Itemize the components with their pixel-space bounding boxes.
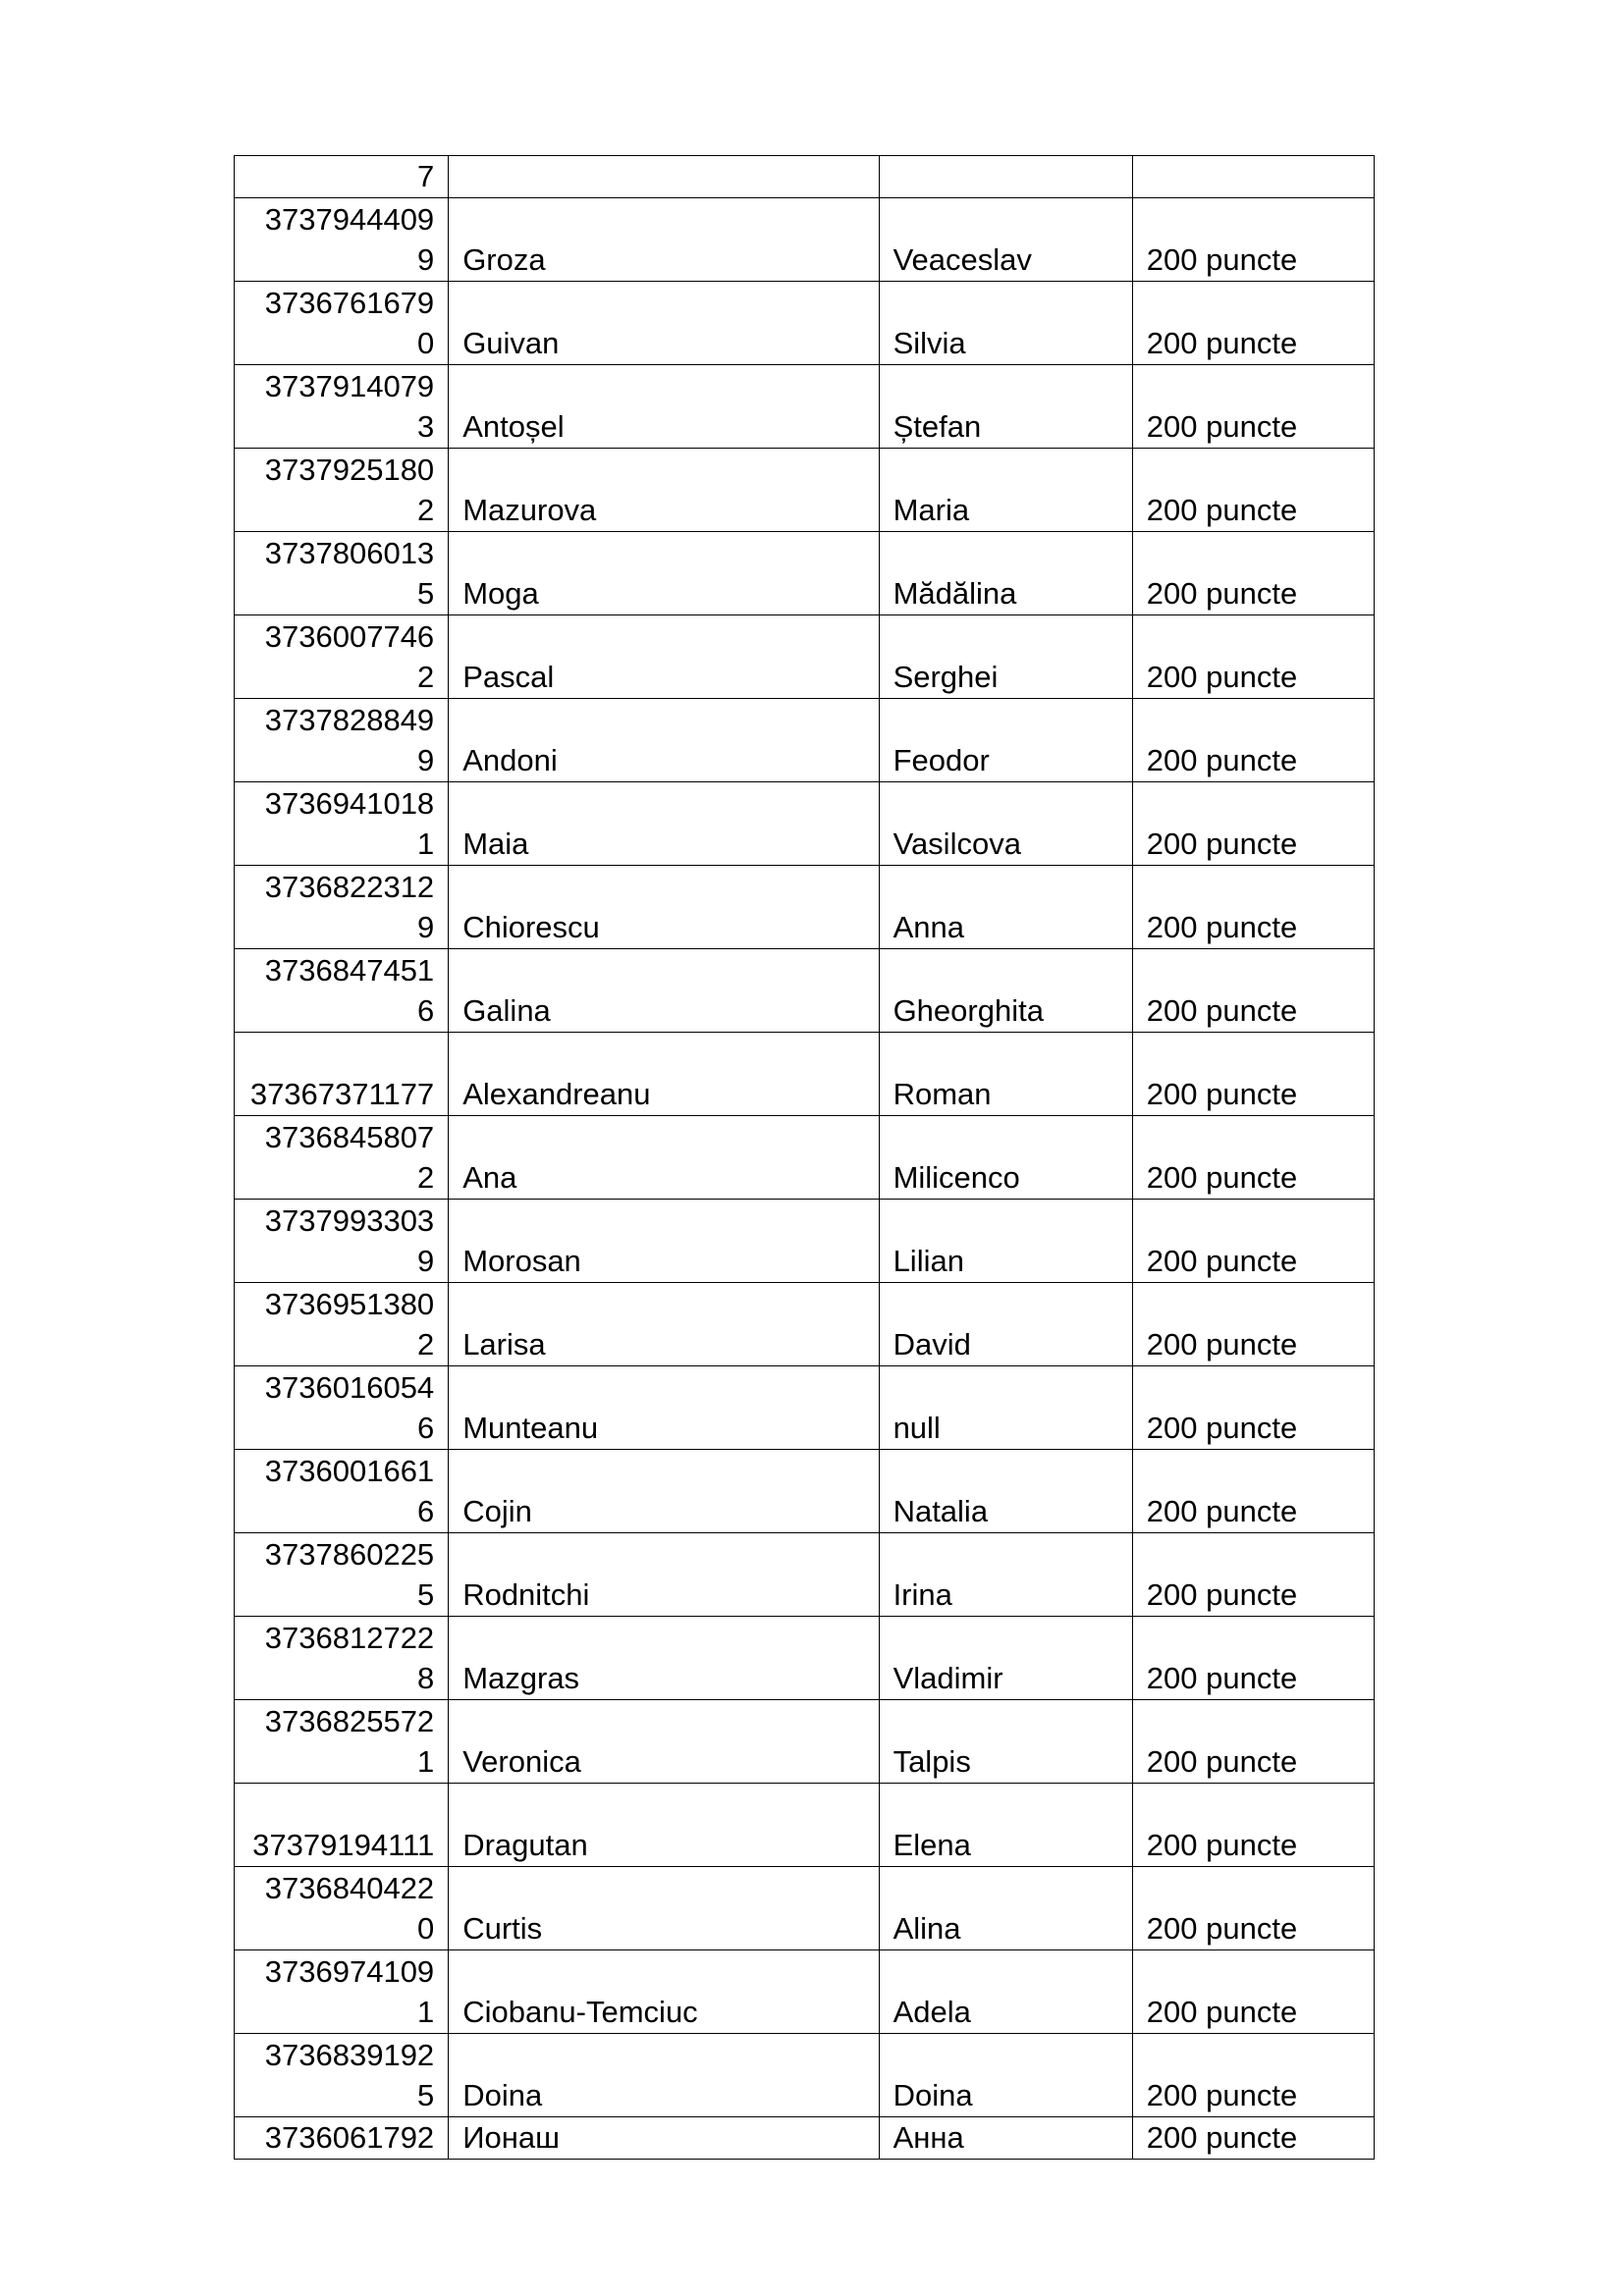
points-cell: 200 puncte (1132, 699, 1374, 782)
table-row (235, 1116, 1375, 1200)
last-name-cell: Groza (449, 198, 879, 282)
last-name-cell: Veronica (449, 1700, 879, 1784)
last-name-cell: Dragutan (449, 1784, 879, 1867)
points-cell: 200 puncte (1132, 1950, 1374, 2034)
last-name-cell: Munteanu (449, 1366, 879, 1450)
table-row (235, 532, 1375, 615)
table-row (235, 782, 1375, 866)
first-name-cell: Alina (879, 1867, 1132, 1950)
first-name-cell (879, 156, 1132, 198)
table-row (235, 198, 1375, 282)
last-name-cell: Antoșel (449, 365, 879, 449)
table-row (235, 615, 1375, 699)
last-name-cell: Andoni (449, 699, 879, 782)
table-row (235, 1617, 1375, 1700)
table-row (235, 1366, 1375, 1450)
points-cell: 200 puncte (1132, 1617, 1374, 1700)
last-name-cell: Doina (449, 2034, 879, 2117)
id-cell: 37368391925 (235, 2034, 449, 2117)
points-cell: 200 puncte (1132, 282, 1374, 365)
id-cell: 37368127228 (235, 1617, 449, 1700)
id-cell: 37378288499 (235, 699, 449, 782)
last-name-cell: Chiorescu (449, 866, 879, 949)
table-row (235, 1784, 1375, 1867)
points-cell: 200 puncte (1132, 198, 1374, 282)
first-name-cell: Adela (879, 1950, 1132, 2034)
table-row (235, 949, 1375, 1033)
first-name-cell: Mădălina (879, 532, 1132, 615)
last-name-cell (449, 156, 879, 198)
first-name-cell: Lilian (879, 1200, 1132, 1283)
id-cell: 37369741091 (235, 1950, 449, 2034)
table-row (235, 282, 1375, 365)
last-name-cell: Rodnitchi (449, 1533, 879, 1617)
points-cell: 200 puncte (1132, 1033, 1374, 1116)
first-name-cell: Feodor (879, 699, 1132, 782)
last-name-cell: Ионаш (449, 2117, 879, 2160)
id-cell: 37379444099 (235, 198, 449, 282)
points-cell: 200 puncte (1132, 1283, 1374, 1366)
id-cell: 37360077462 (235, 615, 449, 699)
table-body (235, 156, 1375, 2160)
first-name-cell: David (879, 1283, 1132, 1366)
table-row (235, 1033, 1375, 1116)
table-row (235, 1867, 1375, 1950)
first-name-cell: Natalia (879, 1450, 1132, 1533)
last-name-cell: Moga (449, 532, 879, 615)
points-cell: 200 puncte (1132, 1366, 1374, 1450)
id-cell: 37378602255 (235, 1533, 449, 1617)
last-name-cell: Curtis (449, 1867, 879, 1950)
points-cell: 200 puncte (1132, 1784, 1374, 1867)
last-name-cell: Mazgras (449, 1617, 879, 1700)
points-cell: 200 puncte (1132, 1533, 1374, 1617)
last-name-cell: Maia (449, 782, 879, 866)
id-cell: 37367371177 (235, 1033, 449, 1116)
id-cell: 37360160546 (235, 1366, 449, 1450)
points-cell: 200 puncte (1132, 1867, 1374, 1950)
first-name-cell: Vladimir (879, 1617, 1132, 1700)
id-cell: 37368458072 (235, 1116, 449, 1200)
table-row (235, 449, 1375, 532)
table-row (235, 1283, 1375, 1366)
first-name-cell: Gheorghita (879, 949, 1132, 1033)
table-row (235, 1950, 1375, 2034)
id-cell: 37379194111 (235, 1784, 449, 1867)
points-cell: 200 puncte (1132, 2117, 1374, 2160)
table-row (235, 365, 1375, 449)
points-cell: 200 puncte (1132, 1116, 1374, 1200)
points-cell: 200 puncte (1132, 866, 1374, 949)
first-name-cell: Irina (879, 1533, 1132, 1617)
first-name-cell: Silvia (879, 282, 1132, 365)
table-row (235, 1450, 1375, 1533)
id-cell: 37378060135 (235, 532, 449, 615)
points-cell: 200 puncte (1132, 1450, 1374, 1533)
first-name-cell: Maria (879, 449, 1132, 532)
last-name-cell: Morosan (449, 1200, 879, 1283)
first-name-cell: Vasilcova (879, 782, 1132, 866)
last-name-cell: Mazurova (449, 449, 879, 532)
last-name-cell: Galina (449, 949, 879, 1033)
last-name-cell: Alexandreanu (449, 1033, 879, 1116)
points-cell: 200 puncte (1132, 949, 1374, 1033)
id-cell: 37379251802 (235, 449, 449, 532)
table-row (235, 1700, 1375, 1784)
points-cell: 200 puncte (1132, 1700, 1374, 1784)
last-name-cell: Larisa (449, 1283, 879, 1366)
id-cell: 37367616790 (235, 282, 449, 365)
id-cell: 37369410181 (235, 782, 449, 866)
table-row (235, 866, 1375, 949)
id-cell: 37379933039 (235, 1200, 449, 1283)
last-name-cell: Pascal (449, 615, 879, 699)
id-cell: 37379140793 (235, 365, 449, 449)
first-name-cell: Elena (879, 1784, 1132, 1867)
table-row (235, 2117, 1375, 2160)
first-name-cell: Roman (879, 1033, 1132, 1116)
last-name-cell: Ana (449, 1116, 879, 1200)
last-name-cell: Guivan (449, 282, 879, 365)
id-cell: 37368404220 (235, 1867, 449, 1950)
table-row-fragment (235, 156, 1375, 198)
first-name-cell: Talpis (879, 1700, 1132, 1784)
first-name-cell: Ștefan (879, 365, 1132, 449)
id-cell: 37369513802 (235, 1283, 449, 1366)
first-name-cell: Анна (879, 2117, 1132, 2160)
last-name-cell: Ciobanu-Temciuc (449, 1950, 879, 2034)
points-cell (1132, 156, 1374, 198)
points-cell: 200 puncte (1132, 449, 1374, 532)
id-cell: 37360016616 (235, 1450, 449, 1533)
points-cell: 200 puncte (1132, 615, 1374, 699)
first-name-cell: Serghei (879, 615, 1132, 699)
points-cell: 200 puncte (1132, 1200, 1374, 1283)
points-cell: 200 puncte (1132, 365, 1374, 449)
points-cell: 200 puncte (1132, 2034, 1374, 2117)
results-table (234, 155, 1375, 2160)
id-cell: 37368474516 (235, 949, 449, 1033)
first-name-cell: Milicenco (879, 1116, 1132, 1200)
first-name-cell: null (879, 1366, 1132, 1450)
table-row (235, 1200, 1375, 1283)
table-row (235, 1533, 1375, 1617)
first-name-cell: Anna (879, 866, 1132, 949)
table-row (235, 699, 1375, 782)
first-name-cell: Doina (879, 2034, 1132, 2117)
last-name-cell: Cojin (449, 1450, 879, 1533)
points-cell: 200 puncte (1132, 532, 1374, 615)
first-name-cell: Veaceslav (879, 198, 1132, 282)
id-cell: 37368223129 (235, 866, 449, 949)
id-cell: 37368255721 (235, 1700, 449, 1784)
id-cell: 3736061792 (235, 2117, 449, 2160)
table-row (235, 2034, 1375, 2117)
points-cell: 200 puncte (1132, 782, 1374, 866)
id-cell: 7 (235, 156, 449, 198)
